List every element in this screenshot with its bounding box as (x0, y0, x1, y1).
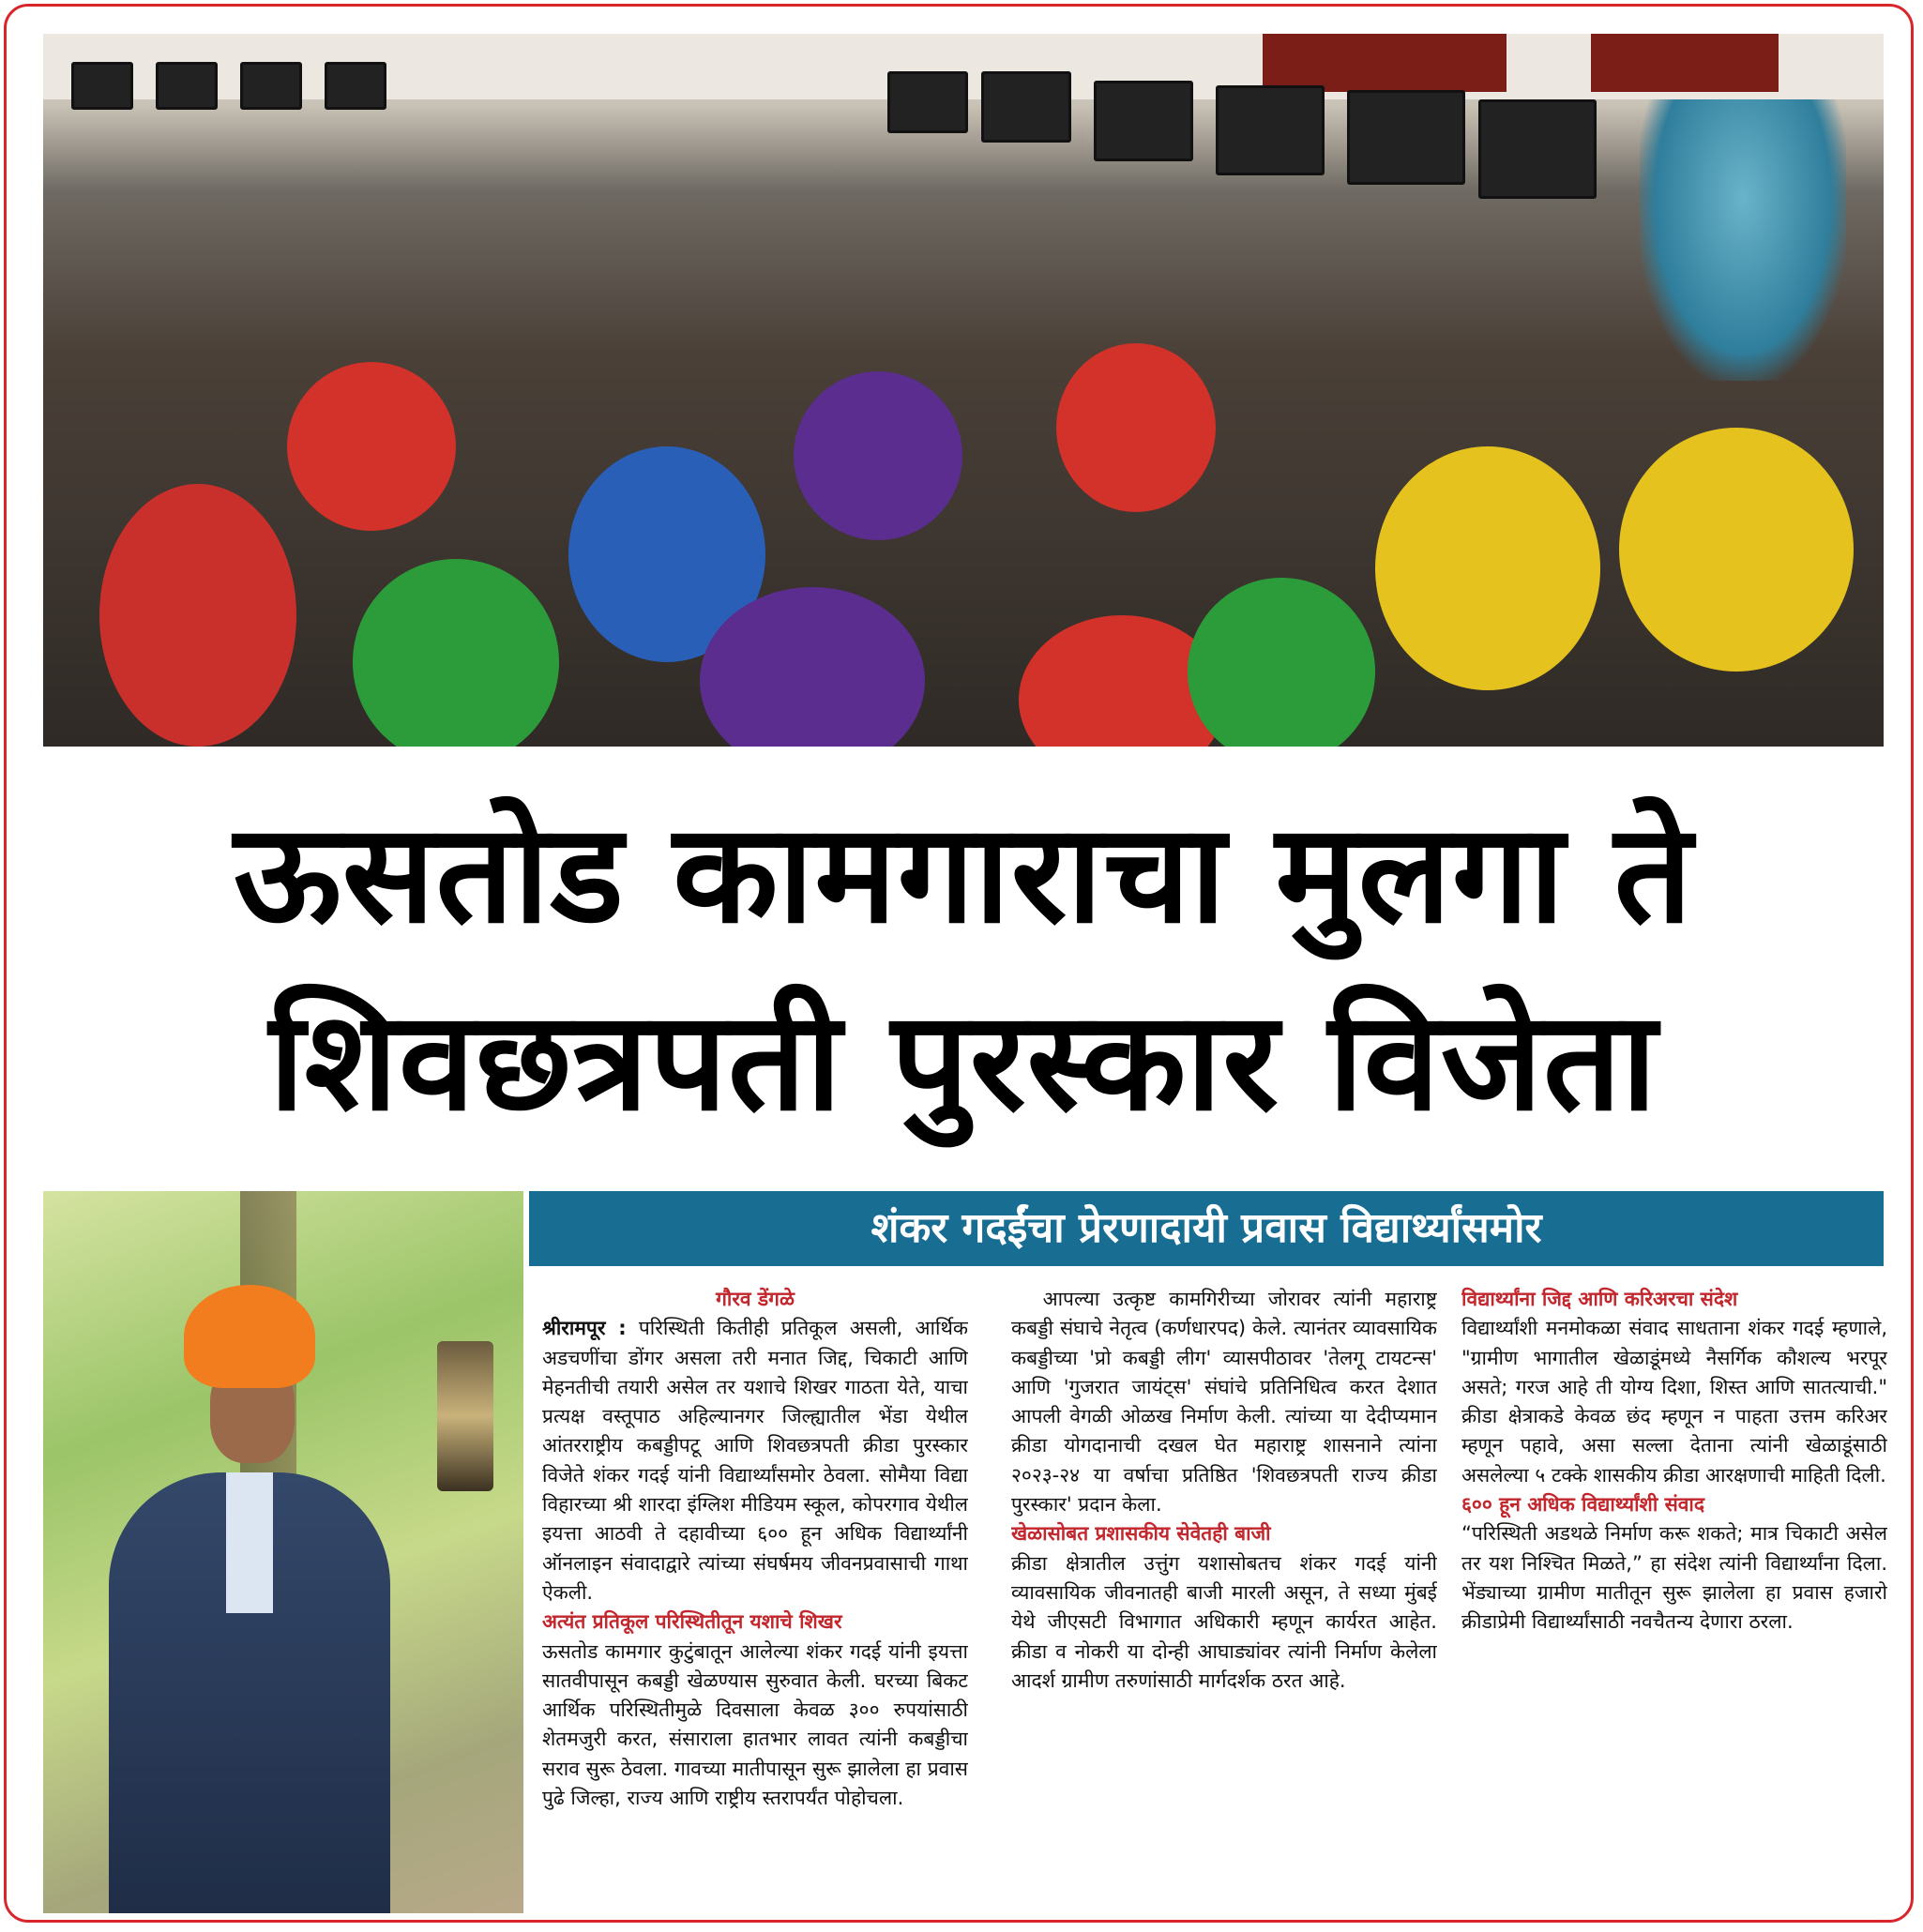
article-column-1 (542, 1285, 968, 1913)
student-red-shirt (1056, 343, 1216, 512)
teacher-figure (1640, 99, 1846, 381)
section-heading: विद्यार्थ्यांना जिद्द आणि करिअरचा संदेश (1461, 1288, 1738, 1310)
monitor (887, 71, 968, 133)
monitor (71, 62, 133, 110)
student-green-shirt (353, 559, 559, 747)
paragraph (542, 1314, 968, 1607)
student-yellow-shirt (1375, 446, 1600, 690)
article-column-3 (1461, 1285, 1887, 1913)
student-purple-shirt (794, 371, 962, 540)
monitor (240, 62, 302, 110)
orange-turban (184, 1285, 315, 1388)
shirt (226, 1472, 273, 1613)
section-heading: अत्यंत प्रतिकूल परिस्थितीतून यशाचे शिखर (542, 1610, 842, 1634)
paragraph-text: परिस्थिती कितीही प्रतिकूल असली, आर्थिक अडचणींचा डोंगर असला तरी मनात जिद्द, चिकाटी आणि मेहनतीची तयारी असेल तर यशाचे शिखर गाठता येते, याचा प्रत्यक्ष वस्तूपाठ अहिल्यानगर जिल्ह्यातील भेंडा येथील आंतरराष्ट्रीय कबड्डीपटू आणि शिवछत्रपती क्रीडा पुरस्कार विजेते शंकर गदई यांनी विद्यार्थ्यांसमोर ठेवला. सोमैया विद्या विहारच्या श्री शारदा इंग्लिश मीडियम स्कूल, कोपरगाव येथील इयत्ता आठवी ते दहावीच्या ६०० हून अधिक विद्यार्थ्यांनी ऑनलाइन संवादाद्वारे त्यांच्या संघर्षमय जीवनप्रवासाची गाथा ऐकली. (542, 1317, 968, 1604)
monitor (325, 62, 386, 110)
monitor (1216, 85, 1325, 175)
monitor (1347, 90, 1465, 185)
trophy-winner-photo (43, 1191, 523, 1913)
section-heading: ६०० हून अधिक विद्यार्थ्यांशी संवाद (1461, 1493, 1705, 1517)
paragraph-text: “परिस्थिती अडथळे निर्माण करू शकते; मात्र चिकाटी असेल तर यश निश्चित मिळते,” हा संदेश त्यांनी विद्यार्थ्यांना दिला. भेंड्याच्या ग्रामीण मातीतून सुरू झालेला हा प्रवास हजारो क्रीडाप्रेमी विद्यार्थ्यांसाठी नवचैतन्य देणारा ठरला. (1461, 1522, 1887, 1634)
headline-line-1: ऊसतोड कामगाराचा मुलगा ते (234, 794, 1693, 954)
monitor (981, 71, 1071, 143)
curtain (1263, 34, 1507, 92)
student-red-shirt (99, 484, 296, 747)
curtain (1591, 34, 1779, 92)
monitor (156, 62, 218, 110)
paragraph-text: क्रीडा क्षेत्रातील उत्तुंग यशासोबतच शंकर गदई यांनी व्यावसायिक जीवनातही बाजी मारली असून, ते सध्या मुंबई येथे जीएसटी विभागात अधिकारी म्हणून कार्यरत आहेत. क्रीडा व नोकरी या दोन्ही आघाड्यांवर त्यांनी निर्माण केलेला आदर्श ग्रामीण तरुणांसाठी मार्गदर्शक ठरत आहे. (1011, 1551, 1437, 1692)
trophy-icon (437, 1341, 493, 1491)
student-yellow-shirt (1619, 428, 1854, 672)
student-green-shirt (1188, 578, 1375, 747)
dateline: श्रीरामपूर : (542, 1317, 627, 1340)
monitor (1478, 99, 1597, 199)
headline (43, 780, 1884, 1155)
paragraph-text: आपल्या उत्कृष्ट कामगिरीच्या जोरावर त्यांनी महाराष्ट्र कबड्डी संघाचे नेतृत्व (कर्णधारपद) केले. त्यानंतर व्यावसायिक कबड्डीच्या 'प्रो कबड्डी लीग' व्यासपीठावर 'तेलगू टायटन्स' आणि 'गुजरात जायंट्स' संघांचे प्रतिनिधित्व करत देशात आपली वेगळी ओळख निर्माण केली. त्यांच्या या देदीप्यमान क्रीडा योगदानाची दखल घेत महाराष्ट्र शासनाने त्यांना २०२३-२४ या वर्षाचा प्रतिष्ठित 'शिवछत्रपती राज्य क्रीडा पुरस्कार' प्रदान केला. (1011, 1288, 1437, 1517)
paragraph-text: ऊसतोड कामगार कुटुंबातून आलेल्या शंकर गदई यांनी इयत्ता सातवीपासून कबड्डी खेळण्यास सुरुवात केली. घरच्या बिकट आर्थिक परिस्थितीमुळे दिवसाला केवळ ३०० रुपयांसाठी शेतमजुरी करत, संसाराला हातभार लावत त्यांनी कबड्डीचा सराव सुरू ठेवला. गावच्या मातीपासून सुरू झालेला हा प्रवास पुढे जिल्हा, राज्य आणि राष्ट्रीय स्तरापर्यंत पोहोचला. (542, 1639, 968, 1810)
monitor (1094, 81, 1193, 161)
byline: गौरव डेंगळे (716, 1288, 795, 1310)
subheadline-banner: शंकर गदईंचा प्रेरणादायी प्रवास विद्यार्थ्यांसमोर (529, 1191, 1884, 1266)
paragraph-text: विद्यार्थ्यांशी मनमोकळा संवाद साधताना शंकर गदई म्हणाले, "ग्रामीण भागातील खेळाडूंमध्ये नैसर्गिक कौशल्य भरपूर असते; गरज आहे ती योग्य दिशा, शिस्त आणि सातत्याची." क्रीडा क्षेत्राकडे केवळ छंद म्हणून न पाहता उत्तम करिअर म्हणून पहावे, असा सल्ला देताना त्यांनी खेळाडूंसाठी असलेल्या ५ टक्के शासकीय क्रीडा आरक्षणाची माहिती दिली. (1461, 1317, 1887, 1487)
students-photo (43, 34, 1884, 747)
headline-line-2: शिवछत्रपती पुरस्कार विजेता (268, 982, 1658, 1141)
student-red-shirt (287, 362, 456, 531)
section-heading: खेळासोबत प्रशासकीय सेवेतही बाजी (1011, 1522, 1271, 1546)
article-column-2 (1011, 1285, 1437, 1913)
